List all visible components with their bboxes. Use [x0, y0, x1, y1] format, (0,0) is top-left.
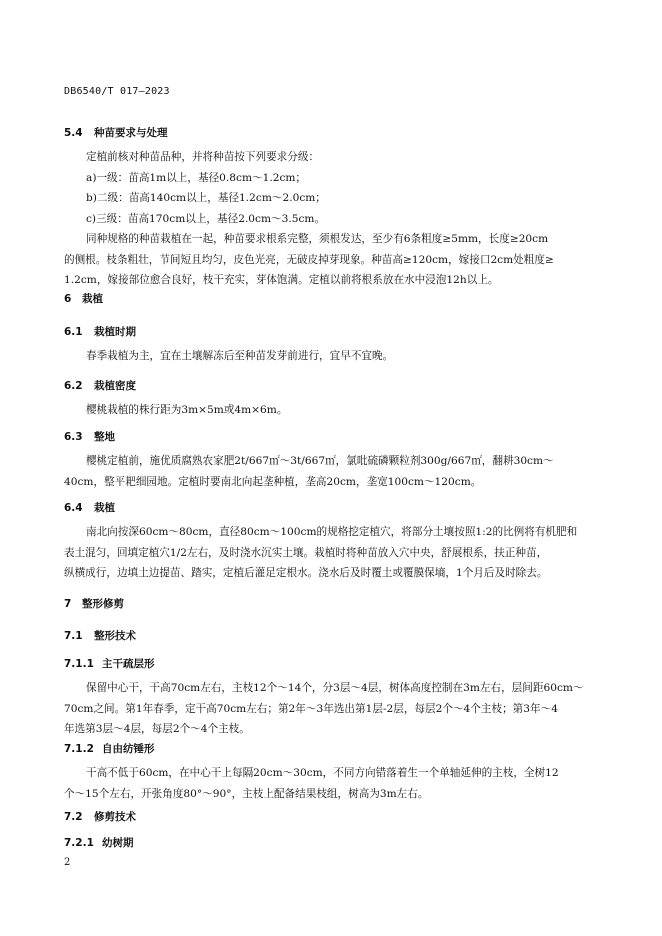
text-line: 春季栽植为主，宜在土壤解冻后至种苗发芽前进行，宜早不宜晚。 — [86, 350, 394, 362]
heading-5-4 — [64, 125, 168, 140]
section-number: 7.1.2 — [64, 743, 94, 755]
page-number: 2 — [64, 857, 71, 868]
section-number: 6.2 — [64, 380, 83, 392]
section-title: 栽植 — [94, 502, 115, 514]
heading-7-1 — [64, 628, 136, 643]
section-number: 6.4 — [64, 502, 83, 514]
text-line: 南北向按深60cm～80cm，直径80cm～100cm的规格挖定植穴，将部分土壤按照1:2的比例将有机肥和 — [86, 526, 578, 538]
paragraph-5-4 — [64, 147, 597, 291]
text-line: 樱桃定植前，施优质腐熟农家肥2t/667㎡～3t/667㎡，氯吡硫磷颗粒剂300g/667㎡，翻耕30cm～ — [86, 455, 554, 467]
heading-7-1-1 — [64, 656, 155, 671]
heading-7 — [64, 596, 124, 611]
section-title: 幼树期 — [102, 837, 134, 849]
text-line: 70cm之间。第1年春季，定干高70cm左右；第2年～3年选出第1层-2层，每层2个～4个主枝；第3年～4 — [64, 702, 558, 715]
text-line: 的侧根。枝条粗壮，节间短且均匀，皮色光亮，无破皮掉芽现象。种苗高≥120cm，嫁接口2cm处粗度≥ — [64, 253, 554, 266]
text-line: 表土混匀，回填定植穴1/2左右，及时浇水沉实土壤。栽植时将种苗放入穴中央，舒展根系，扶正种苗， — [64, 546, 548, 559]
text-line: 40cm，整平耙细园地。定植时要南北向起垄种植，垄高20cm，垄宽100cm～120cm。 — [64, 475, 482, 488]
section-number: 6 — [64, 293, 72, 305]
section-number: 7.2 — [64, 811, 83, 823]
paragraph-6-1 — [64, 346, 597, 367]
heading-6 — [64, 291, 103, 306]
paragraph-7-1-1 — [64, 678, 597, 740]
section-number: 6.3 — [64, 431, 83, 443]
paragraph-6-4 — [64, 522, 597, 584]
section-title: 自由纺锤形 — [102, 743, 155, 755]
paragraph-6-2 — [64, 400, 597, 421]
list-item-a: a)一级：苗高1m以上，基径0.8cm～1.2cm； — [86, 171, 307, 184]
text-line: 同种规格的种苗栽植在一起，种苗要求根系完整，须根发达，至少有6条粗度≥5mm，长度≥20cm — [86, 233, 549, 245]
heading-6-4 — [64, 500, 115, 515]
document-header: DB6540/T 017—2023 — [64, 86, 170, 97]
section-title: 整地 — [94, 431, 115, 443]
section-title: 栽植密度 — [94, 380, 136, 392]
heading-6-3 — [64, 429, 115, 444]
text-line: 定植前核对种苗品种，并将种苗按下列要求分级： — [86, 151, 320, 163]
text-line: 1.2cm，嫁接部位愈合良好，枝干充实，芽体饱满。定植以前将根系放在水中浸泡12h以上。 — [64, 274, 499, 286]
section-number: 7.1 — [64, 630, 83, 642]
list-item-c: c)三级：苗高170cm以上，基径2.0cm～3.5cm。 — [86, 212, 326, 225]
text-line: 樱桃栽植的株行距为3m×5m或4m×6m。 — [86, 404, 288, 416]
section-number: 7.2.1 — [64, 837, 94, 849]
section-title: 栽植时期 — [94, 326, 136, 338]
text-line: 纵横成行，边填土边提苗、踏实，定植后灌足定根水。浇水后及时覆土或覆膜保墒，1个月后及时除去。 — [64, 567, 548, 579]
heading-6-2 — [64, 378, 136, 393]
paragraph-7-1-2 — [64, 763, 597, 804]
heading-7-2 — [64, 809, 136, 824]
text-line: 个～15个左右，开张角度80°～90°，主枝上配备结果枝组，树高为3m左右。 — [64, 787, 429, 800]
heading-6-1 — [64, 324, 136, 339]
section-title: 栽植 — [82, 293, 103, 305]
section-number: 6.1 — [64, 326, 83, 338]
text-line: 保留中心干，干高70cm左右，主枝12个～14个，分3层～4层，树体高度控制在3m左右，层间距60cm～ — [86, 682, 584, 694]
section-title: 整形技术 — [94, 630, 136, 642]
section-title: 修剪技术 — [94, 811, 136, 823]
section-title: 主干疏层形 — [102, 658, 155, 670]
section-title: 整形修剪 — [82, 598, 124, 610]
text-line: 年选第3层～4层，每层2个～4个主枝。 — [64, 723, 250, 735]
text-line: 干高不低于60cm，在中心干上每隔20cm～30cm，不同方向错落着生一个单轴延伸的主枝，全树12 — [86, 767, 559, 779]
section-title: 种苗要求与处理 — [94, 127, 168, 139]
section-number: 7 — [64, 598, 72, 610]
section-number: 7.1.1 — [64, 658, 94, 670]
section-number: 5.4 — [64, 127, 83, 139]
heading-7-1-2 — [64, 741, 155, 756]
list-item-b: b)二级：苗高140cm以上，基径1.2cm～2.0cm； — [86, 192, 326, 204]
heading-7-2-1 — [64, 835, 134, 850]
paragraph-6-3 — [64, 451, 597, 492]
